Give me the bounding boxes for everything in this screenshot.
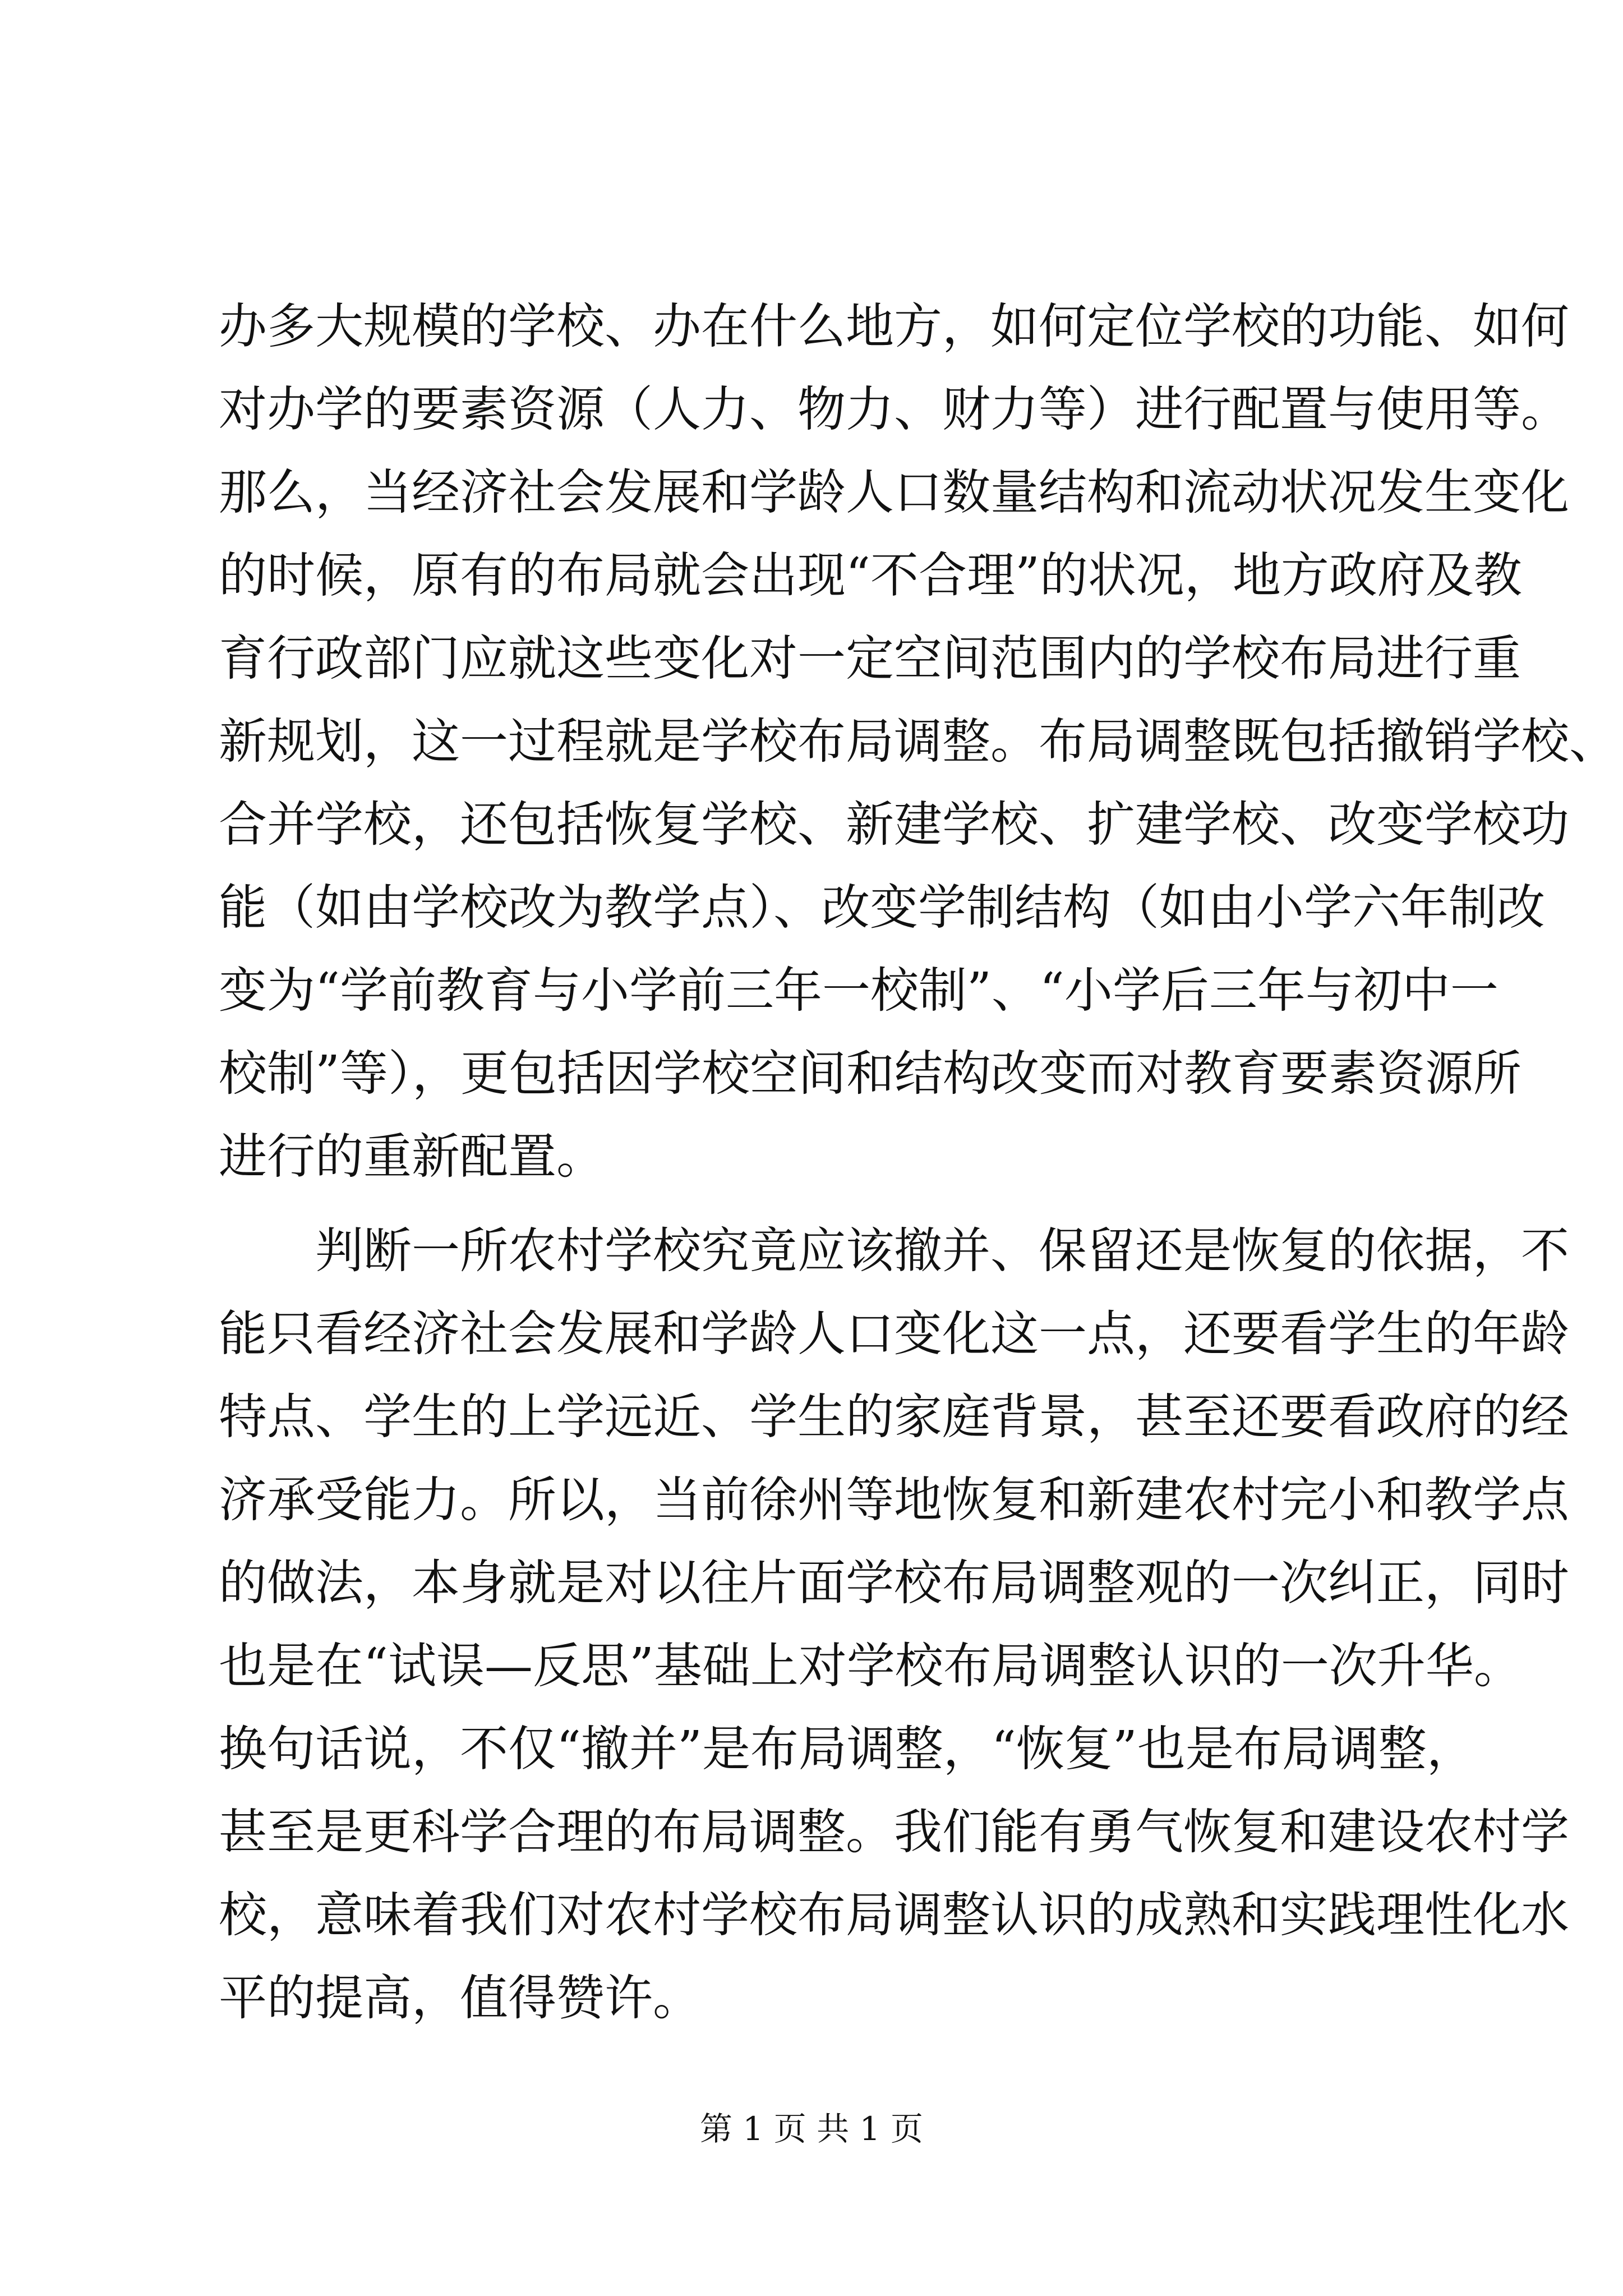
text-line: 平的提高，值得赞许。 (219, 1970, 701, 2026)
text-line: 甚至是更科学合理的布局调整。我们能有勇气恢复和建设农村学 (219, 1804, 1569, 1860)
text-line: 校，意味着我们对农村学校布局调整认识的成熟和实践理性化水 (219, 1887, 1569, 1943)
text-line: 的做法，本身就是对以往片面学校布局调整观的一次纠正，同时 (219, 1555, 1569, 1611)
text-line: 育行政部门应就这些变化对一定空间范围内的学校布局进行重 (219, 631, 1521, 687)
text-line: 校制”等），更包括因学校空间和结构改变而对教育要素资源所 (219, 1046, 1521, 1102)
document-body (219, 285, 1617, 2040)
text-line: 合并学校，还包括恢复学校、新建学校、扩建学校、改变学校功 (219, 797, 1569, 853)
text-line: 的时候，原有的布局就会出现“不合理”的状况，地方政府及教 (219, 547, 1522, 604)
text-line: 能只看经济社会发展和学龄人口变化这一点，还要看学生的年龄 (219, 1306, 1569, 1362)
text-line: 对办学的要素资源（人力、物力、财力等）进行配置与使用等。 (219, 381, 1569, 438)
text-line: 特点、学生的上学远近、学生的家庭背景，甚至还要看政府的经 (219, 1389, 1569, 1445)
paragraph-2 (219, 1209, 1569, 2040)
paragraph-gap (219, 1198, 1424, 1209)
page-footer (0, 2106, 1623, 2151)
text-line: 办多大规模的学校、办在什么地方，如何定位学校的功能、如何 (219, 298, 1569, 355)
text-line: 那么，当经济社会发展和学龄人口数量结构和流动状况发生变化 (219, 464, 1569, 521)
text-line: 也是在“试误—反思”基础上对学校布局调整认识的一次升华。 (219, 1638, 1522, 1694)
paragraph-1 (219, 285, 1617, 1198)
text-line: 换句话说，不仅“撤并”是布局调整，“恢复”也是布局调整， (219, 1721, 1475, 1777)
text-line: 变为“学前教育与小学前三年一校制”、“小学后三年与初中一 (219, 963, 1498, 1019)
text-line: 济承受能力。所以，当前徐州等地恢复和新建农村完小和教学点 (219, 1472, 1569, 1528)
text-line: 进行的重新配置。 (219, 1129, 605, 1185)
text-line: 能（如由学校改为教学点）、改变学制结构（如由小学六年制改 (219, 880, 1545, 936)
text-line: 判断一所农村学校究竟应该撤并、保留还是恢复的依据，不 (315, 1223, 1569, 1279)
text-line: 新规划，这一过程就是学校布局调整。布局调整既包括撤销学校、 (219, 714, 1617, 770)
page-number-label: 第 1 页 共 1 页 (700, 2110, 923, 2148)
